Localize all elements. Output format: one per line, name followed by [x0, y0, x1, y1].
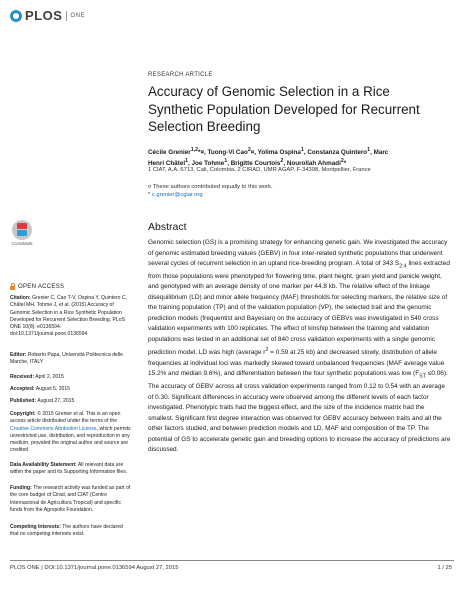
crossmark-icon	[12, 220, 32, 240]
received-date: April 2, 2015	[35, 374, 64, 380]
plos-logo	[10, 8, 85, 23]
received-block	[10, 374, 132, 381]
author-notes	[148, 183, 448, 199]
funding-text: The research activity was funded as part of the core budget of Cirad, and CIAT (Centro Internacional de Agricultura Tropical) and specific funds from the Agropolis Foundation.	[10, 485, 131, 513]
plos-circle-icon	[10, 10, 22, 22]
open-lock-icon	[10, 283, 15, 290]
equal-contribution-note: ¤ These authors contributed equally to this work.	[148, 184, 273, 190]
funding-label: Funding:	[10, 485, 32, 491]
editor-label: Editor:	[10, 352, 27, 358]
copyright-block	[10, 411, 132, 455]
author-line: Cécile Grenier$^{1,2}$*¤, Tuong-Vi Cao$^2$¤, Yolima Ospina$^1$, Constanza Quintero$^1$, Marc	[148, 147, 389, 157]
abstract-heading: Abstract	[148, 221, 187, 233]
crossmark-badge[interactable]	[10, 220, 34, 246]
published-date: August 27, 2015	[37, 398, 75, 404]
corresponding-note	[148, 191, 448, 199]
page-number: 1 / 25	[437, 565, 452, 571]
citation-block	[10, 295, 132, 339]
crossmark-label: CrossMark	[11, 241, 33, 246]
journal-name: ONE	[70, 12, 86, 19]
competing-interests-block	[10, 524, 132, 539]
competing-interests-label: Competing Interests:	[10, 524, 61, 530]
abstract-text: Genomic selection (GS) is a promising strategy for enhancing genetic gain. We investigated the accuracy of genomic estimated breeding values (GEBV) in four inter-related synthetic populations that underwent several cycles of recurrent selection in an upland rice-breeding program. A total of 343 $S_{2:4}$ lines extracted from those populations were phenotyped for flowering time, plant height, grain yield and panicle weight, and genotyped with an average density of one marker per 44.8 kb. The relative effect of the linkage disequilibrium (LD) and minor allele frequency (MAF) thresholds for selecting markers, the relative size of the training population (TP) and of the validation population (VP), the selected trait and the genomic prediction models (frequentist and Bayesian) on the accuracy of GEBVs was investigated in 540 cross validation experiments with 100 replicates. The effect of kinship between the training and validation populations was tested in an additional set of 840 cross validation experiments with a single genomic prediction model. LD was high (average $r^2 = 0.59$ at 25 kb) and decreased slowly, distribution of allele frequencies at individual loci was markedly skewed toward unbalanced frequencies (MAF average value 15.2% and median 9.6%), and differentiation between the four synthetic populations was low $(F_{ST} \le 0.06)$. The accuracy of GEBV across all cross validation experiments ranged from 0.12 to 0.54 with an average of 0.30. Significant differences in accuracy were observed among the different levels of each factor investigated. Phenotypic traits had the biggest effect, and the size of the incidence matrix had the smallest. Significant first degree interaction was observed for GEBV accuracy between traits and all the other factors studied, and between prediction models and LD, MAF and composition of the TP. The potential of GS to accelerate genetic gain and breeding options to increase the accuracy of predictions are discussed.	[148, 239, 451, 454]
data-availability-label: Data Availability Statement:	[10, 462, 77, 468]
received-label: Received:	[10, 374, 35, 380]
affiliations: 1 CIAT, A.A. 6713, Cali, Colombia, 2 CIRAD, UMR AGAP, F-34398, Montpellier, France	[148, 167, 371, 173]
copyright-label: Copyright:	[10, 411, 36, 417]
accepted-date: August 5, 2015	[35, 386, 71, 392]
editor-text: Roberto Papa, Università Politecnica delle Marche, ITALY	[10, 352, 123, 366]
accepted-block	[10, 386, 132, 393]
footer-divider	[10, 560, 454, 561]
article-title: Accuracy of Genomic Selection in a Rice Synthetic Population Developed for Recurrent Selection Breeding	[148, 84, 420, 134]
footer-citation: PLOS ONE | DOI:10.1371/journal.pone.0136594 August 27, 2015	[10, 565, 179, 571]
citation-text: Grenier C, Cao T-V, Ospina Y, Quintero C, Châtel MH, Tohme J, et al. (2015) Accuracy of Genomic Selection in a Rice Synthetic Population Developed for Recurrent Selection Breeding. PLoS ONE 10(8): e0136594. doi:10.1371/journal.pone.0136594	[10, 295, 128, 338]
published-label: Published:	[10, 398, 37, 404]
data-availability-text: All relevant data are within the paper and its Supporting Information files.	[10, 462, 128, 476]
logo-divider	[66, 11, 67, 21]
article-type: RESEARCH ARTICLE	[148, 72, 213, 78]
author-line: Henri Châtel$^1$, Joe Tohme$^1$, Brigitte Courtois$^2$, Nourollah Ahmadi$^2$*	[148, 158, 347, 168]
editor-block	[10, 352, 132, 367]
funding-block	[10, 485, 132, 514]
open-access-label: OPEN ACCESS	[18, 283, 65, 290]
open-access-badge	[10, 283, 64, 290]
accepted-label: Accepted:	[10, 386, 35, 392]
author-list	[148, 146, 448, 168]
corresponding-email-link[interactable]: c.grenier@cgiar.org	[151, 192, 203, 198]
citation-label: Citation:	[10, 295, 31, 301]
plos-brand: PLOS	[25, 8, 63, 23]
data-availability-block	[10, 462, 132, 477]
email-prefix: *	[148, 192, 152, 198]
competing-interests-text: The authors have declared that no competing interests exist.	[10, 524, 123, 538]
license-link[interactable]: Creative Commons Attribution License	[10, 425, 97, 432]
published-block	[10, 398, 132, 405]
copyright-text-post: , which permits unrestricted use, distribution, and reproduction in any medium, provided the original author and source are credited	[10, 425, 131, 454]
copyright-text-pre: © 2015 Grenier et al. This is an open access article distributed under the terms of the	[10, 411, 121, 425]
